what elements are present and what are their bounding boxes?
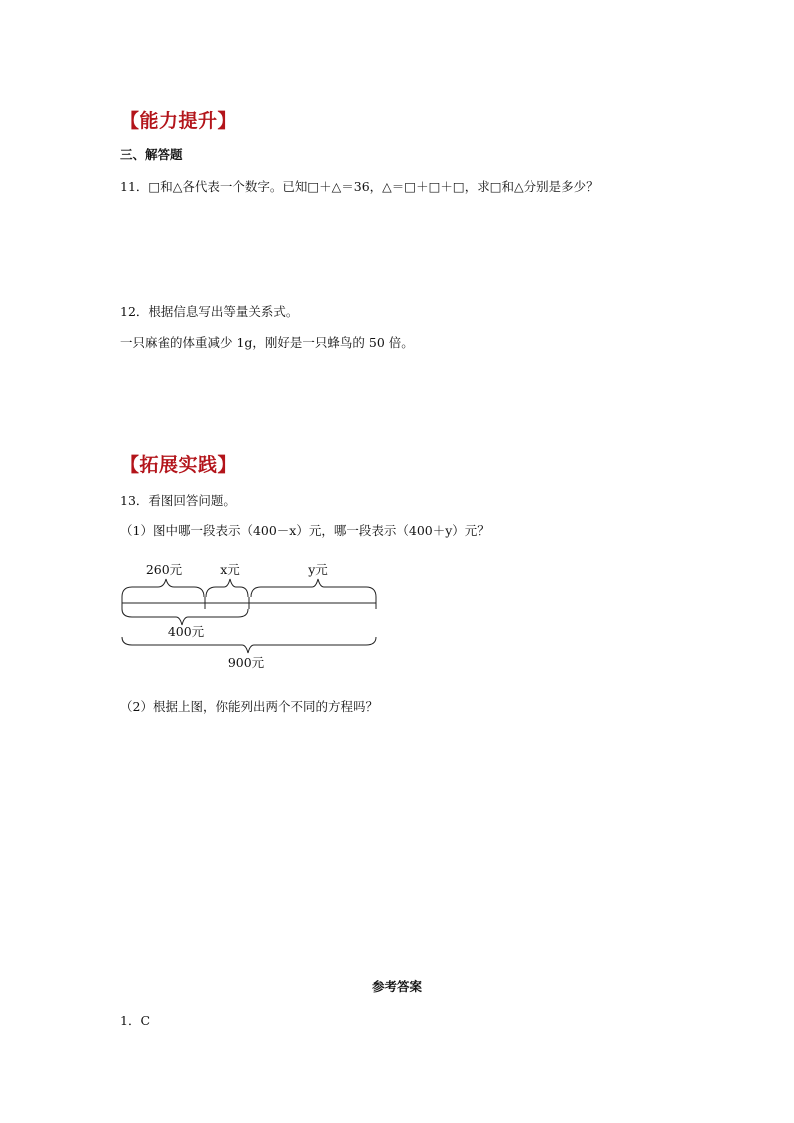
question-12-detail: 一只麻雀的体重减少 1g，刚好是一只蜂鸟的 50 倍。	[120, 335, 414, 350]
line-segment-diagram	[110, 555, 390, 675]
label-400: 400元	[167, 624, 205, 639]
question-11: 11．□和△各代表一个数字。已知□＋△＝36，△＝□＋□＋□，求□和△分别是多少？	[120, 179, 599, 194]
section-heading-extension: 【拓展实践】	[120, 454, 238, 476]
brace-260	[122, 579, 204, 597]
label-260: 260元	[145, 562, 183, 577]
section-heading-ability: 【能力提升】	[120, 110, 238, 132]
answer-1: 1．C	[120, 1013, 151, 1028]
answers-title: 参考答案	[371, 979, 422, 994]
brace-x	[206, 579, 248, 597]
label-y: y元	[308, 562, 328, 577]
brace-y	[251, 579, 376, 597]
question-13-part-2: （2）根据上图，你能列出两个不同的方程吗？	[120, 699, 378, 714]
question-13: 13．看图回答问题。	[120, 493, 236, 508]
label-x: x元	[220, 562, 240, 577]
brace-900	[122, 637, 376, 653]
question-13-part-1: （1）图中哪一段表示（400－x）元，哪一段表示（400＋y）元？	[120, 523, 490, 538]
part-heading: 三、解答题	[120, 147, 183, 162]
question-12: 12．根据信息写出等量关系式。	[120, 304, 299, 319]
brace-400	[122, 609, 248, 625]
label-900: 900元	[227, 655, 265, 670]
